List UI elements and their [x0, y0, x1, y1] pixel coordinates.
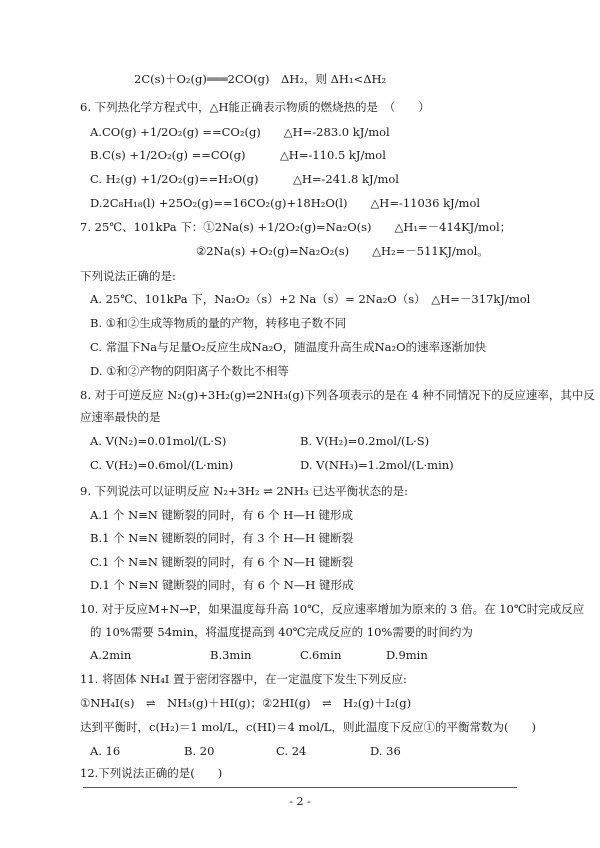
- q11-option-c: C. 24: [276, 744, 307, 758]
- q11-option-d: D. 36: [370, 744, 401, 758]
- q11-condition: 达到平衡时，c(H₂)＝1 mol/L，c(HI)＝4 mol/L，则此温度下反应①的平衡常数为( ): [80, 720, 536, 734]
- q11-option-a: A. 16: [90, 744, 121, 758]
- q10-option-a: A.2min: [90, 648, 132, 662]
- line-equation-continuation: 2C(s)＋O₂(g)═══2CO(g) ΔH₂，则 ΔH₁<ΔH₂: [134, 72, 387, 86]
- page-number: - 2 -: [289, 795, 311, 808]
- q10-stem-continued: 的 10%需要 54min，将温度提高到 40℃完成反应的 10%需要的时间约为: [90, 625, 473, 639]
- footer-rule: [83, 787, 517, 788]
- q6-option-c: C. H₂(g) +1/2O₂(g)==H₂O(g) △H=-241.8 kJ/mol: [90, 172, 399, 186]
- q10-option-c: C.6min: [300, 648, 342, 662]
- q8-option-d: D. V(NH₃)=1.2mol/(L·min): [300, 458, 454, 472]
- q10-option-b: B.3min: [210, 648, 252, 662]
- q9-option-a: A.1 个 N≡N 键断裂的同时，有 6 个 H—H 键形成: [90, 508, 353, 522]
- q9-stem: 9. 下列说法可以证明反应 N₂+3H₂ ⇌ 2NH₃ 已达平衡状态的是:: [80, 484, 409, 498]
- q10-option-d: D.9min: [386, 648, 428, 662]
- q9-option-d: D.1 个 N≡N 键断裂的同时，有 6 个 N—H 键形成: [90, 578, 354, 592]
- q8-option-c: C. V(H₂)=0.6mol/(L·min): [90, 458, 234, 472]
- q11-reactions: ①NH₄I(s) ⇌ NH₃(g)＋HI(g)；②2HI(g) ⇌ H₂(g)＋I₂(g): [80, 696, 412, 710]
- q9-option-c: C.1 个 N≡N 键断裂的同时，有 6 个 N—H 键断裂: [90, 555, 354, 569]
- q8-stem: 8. 对于可逆反应 N₂(g)+3H₂(g)⇌2NH₃(g)下列各项表示的是在 4 种不同情况下的反应速率，其中反: [80, 388, 595, 402]
- q8-option-a: A. V(N₂)=0.01mol/(L·S): [90, 434, 227, 448]
- q11-option-b: B. 20: [184, 744, 215, 758]
- q12-stem: 12.下列说法正确的是( ): [80, 766, 223, 780]
- q7-stem: 7. 25℃、101kPa 下：①2Na(s) +1/2O₂(g)=Na₂O(s) △H₁=－414KJ/mol；: [80, 220, 512, 234]
- q9-option-b: B.1 个 N≡N 键断裂的同时，有 3 个 H—H 键断裂: [90, 531, 354, 545]
- q6-option-d: D.2C₈H₁₈(l) +25O₂(g)==16CO₂(g)+18H₂O(l) △H=-11036 kJ/mol: [90, 196, 481, 210]
- q6-option-b: B.C(s) +1/2O₂(g) ==CO(g) △H=-110.5 kJ/mol: [90, 148, 386, 162]
- q8-stem-continued: 应速率最快的是: [80, 410, 161, 424]
- q11-stem: 11. 将固体 NH₄I 置于密闭容器中，在一定温度下发生下列反应:: [80, 672, 407, 686]
- q8-option-b: B. V(H₂)=0.2mol/(L·S): [300, 434, 430, 448]
- q7-option-a: A. 25℃、101kPa 下，Na₂O₂（s）+2 Na（s）= 2Na₂O（s） △H=－317kJ/mol: [90, 292, 531, 306]
- q7-option-b: B. ①和②生成等物质的量的产物，转移电子数不同: [90, 316, 347, 330]
- q7-prompt: 下列说法正确的是:: [80, 269, 176, 283]
- q6-stem: 6. 下列热化学方程式中，△H能正确表示物质的燃烧热的是 （ ）: [80, 100, 430, 114]
- q10-stem: 10. 对于反应M+N→P，如果温度每升高 10℃，反应速率增加为原来的 3 倍。在 10℃时完成反应: [80, 602, 585, 616]
- q7-stem-reaction-2: ②2Na(s) +O₂(g)=Na₂O₂(s) △H₂=－511KJ/mol。: [196, 244, 489, 258]
- q6-option-a: A.CO(g) +1/2O₂(g) ==CO₂(g) △H=-283.0 kJ/mol: [90, 125, 390, 139]
- q7-option-d: D. ①和②产物的阴阳离子个数比不相等: [90, 364, 289, 378]
- q7-option-c: C. 常温下Na与足量O₂反应生成Na₂O，随温度升高生成Na₂O的速率逐渐加快: [90, 340, 487, 354]
